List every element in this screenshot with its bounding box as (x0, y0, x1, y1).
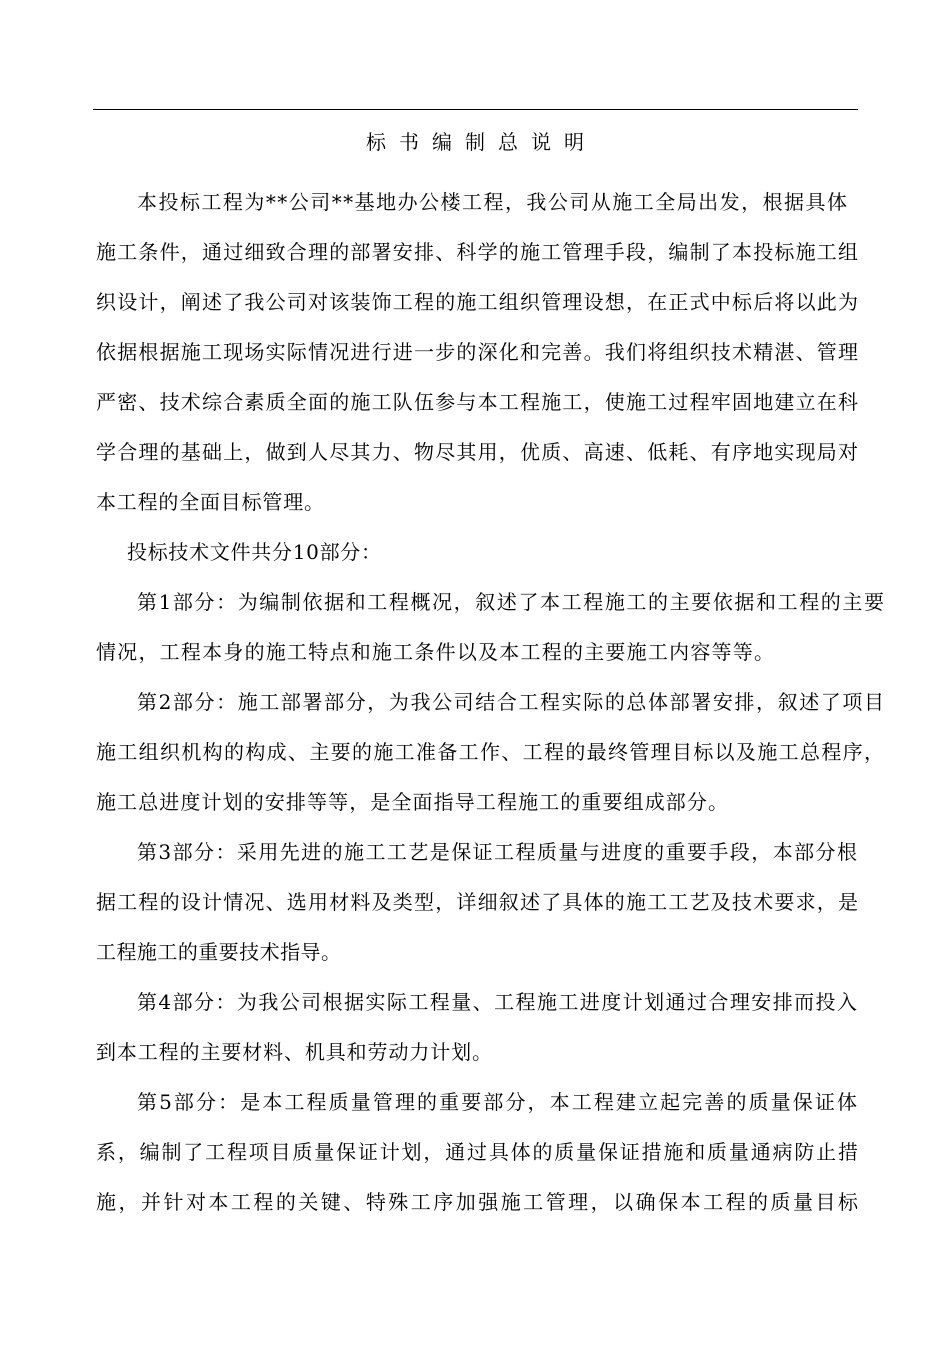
body-line: 第3部分：采用先进的施工工艺是保证工程质量与进度的重要手段，本部分根 (137, 840, 859, 864)
body-line: 施工总进度计划的安排等等，是全面指导工程施工的重要组成部分。 (96, 790, 730, 814)
body-line: 工程施工的重要技术指导。 (96, 940, 342, 964)
body-line: 严密、技术综合素质全面的施工队伍参与本工程施工，使施工过程牢固地建立在科 (96, 390, 860, 414)
body-line: 施，并针对本工程的关键、特殊工序加强施工管理，以确保本工程的质量目标 (96, 1190, 861, 1214)
body-line: 学合理的基础上，做到人尽其力、物尽其用，优质、高速、低耗、有序地实现局对 (96, 440, 860, 464)
body-line: 投标技术文件共分10部分： (127, 540, 382, 564)
body-line: 本投标工程为**公司**基地办公楼工程，我公司从施工全局出发，根据具体 (137, 190, 849, 214)
body-line: 施工条件，通过细致合理的部署安排、科学的施工管理手段，编制了本投标施工组 (96, 240, 860, 264)
body-line: 系，编制了工程项目质量保证计划，通过具体的质量保证措施和质量通病防止措 (96, 1140, 860, 1164)
body-line: 第2部分：施工部署部分，为我公司结合工程实际的总体部署安排，叙述了项目 (137, 690, 886, 714)
header-rule (93, 109, 858, 110)
body-line: 依据根据施工现场实际情况进行进一步的深化和完善。我们将组织技术精湛、管理 (96, 340, 860, 364)
body-line: 据工程的设计情况、选用材料及类型，详细叙述了具体的施工工艺及技术要求，是 (96, 890, 860, 914)
body-line: 本工程的全面目标管理。 (96, 490, 325, 514)
body-line: 第4部分：为我公司根据实际工程量、工程施工进度计划通过合理安排而投入 (137, 990, 859, 1014)
document-title: 标书编制总说明 (366, 130, 597, 154)
body-line: 织设计，阐述了我公司对该装饰工程的施工组织管理设想，在正式中标后将以此为 (96, 290, 860, 314)
body-line: 第1部分：为编制依据和工程概况，叙述了本工程施工的主要依据和工程的主要 (137, 590, 886, 614)
body-line: 情况，工程本身的施工特点和施工条件以及本工程的主要施工内容等等。 (96, 640, 776, 664)
body-line: 第5部分：是本工程质量管理的重要部分，本工程建立起完善的质量保证体 (137, 1090, 860, 1114)
body-line: 施工组织机构的构成、主要的施工准备工作、工程的最终管理目标以及施工总程序， (96, 740, 886, 764)
body-line: 到本工程的主要材料、机具和劳动力计划。 (96, 1040, 493, 1064)
